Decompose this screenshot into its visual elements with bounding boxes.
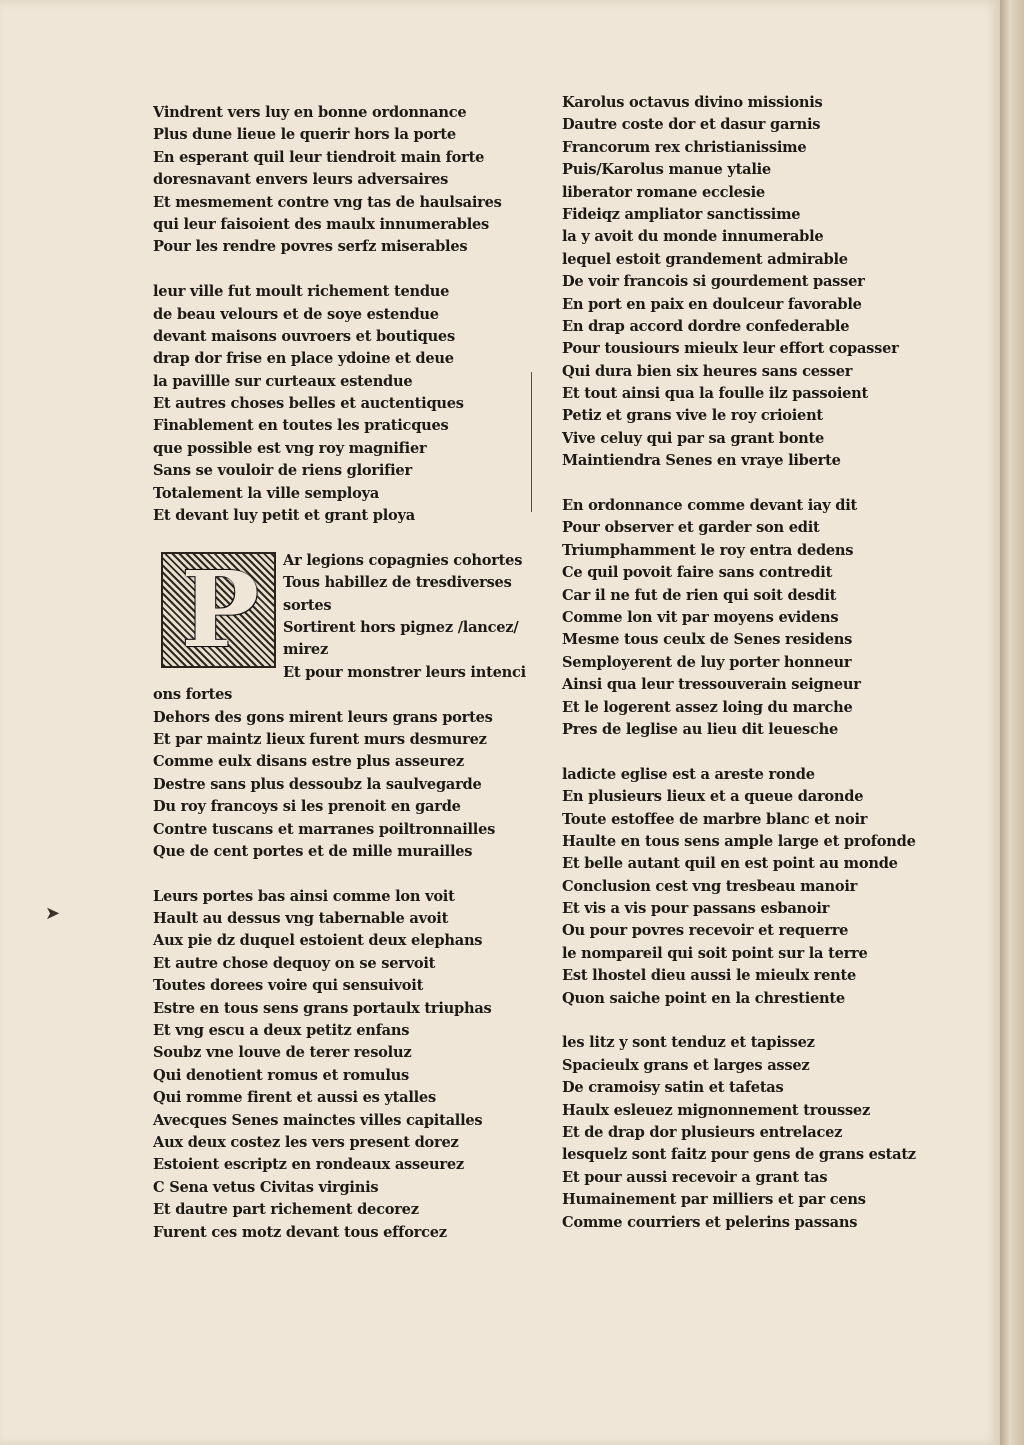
verse-line: Et par maintz lieux furent murs desmurez [153, 730, 487, 748]
verse-line: Sans se vouloir de riens glorifier [153, 462, 412, 480]
book-gutter [1000, 0, 1024, 1445]
verse-line: Et tout ainsi qua la foulle ilz passoient [562, 385, 869, 403]
verse-line: Karolus octavus divino missionis [562, 94, 823, 111]
verse-line: Pour observer et garder son edit [562, 519, 820, 537]
stanza [153, 281, 533, 527]
verse-line: Contre tuscans et marranes poiltronnailles [153, 820, 496, 838]
verse-line: Ou pour povres recevoir et requerre [562, 922, 849, 940]
verse-line: Pour tousiours mieulx leur effort copasser [562, 340, 899, 358]
verse-line: Et pour aussi recevoir a grant tas [562, 1168, 828, 1186]
verse-line: ladicte eglise est a areste ronde [562, 765, 815, 783]
verse-line: le nompareil qui soit point sur la terre [562, 944, 868, 962]
verse-line: doresnavant envers leurs adversaires [153, 171, 449, 189]
verse-line: Leurs portes bas ainsi comme lon voit [153, 887, 455, 905]
verse-line: Ainsi qua leur tressouverain seigneur [562, 676, 861, 694]
verse-line: Puis/Karolus manue ytalie [562, 161, 771, 179]
verse-line: Conclusion cest vng tresbeau manoir [562, 877, 858, 895]
verse-line: Estre en tous sens grans portaulx triuphas [153, 999, 492, 1017]
verse-line: Avecques Senes mainctes villes capitalles [153, 1111, 483, 1129]
verse-line: Comme courriers et pelerins passans [562, 1213, 858, 1231]
verse-line: que possible est vng roy magnifier [153, 439, 427, 457]
verse-line: Finablement en toutes les praticques [153, 417, 449, 435]
verse-line: Ar legions copagnies cohortes [283, 551, 523, 569]
verse-line: Du roy francoys si les prenoit en garde [153, 798, 461, 816]
verse-line: Pres de leglise au lieu dit leuesche [562, 720, 839, 738]
verse-line: Maintiendra Senes en vraye liberte [562, 452, 841, 470]
verse-line: Vindrent vers luy en bonne ordonnance [153, 104, 467, 121]
verse-line: C Sena vetus Civitas virginis [153, 1178, 379, 1196]
verse-line: Haulx esleuez mignonnement troussez [562, 1101, 871, 1119]
verse-line: Semployerent de luy porter honneur [562, 653, 852, 671]
verse-line: Aux pie dz duquel estoient deux elephans [153, 932, 483, 950]
verse-line: Dehors des gons mirent leurs grans portes [153, 708, 493, 726]
verse-line: Aux deux costez les vers present dorez [153, 1133, 459, 1151]
verse-line: liberator romane ecclesie [562, 183, 765, 201]
verse-line: Qui romme firent et aussi es ytalles [153, 1089, 436, 1107]
stanza [153, 684, 533, 863]
stanza [153, 102, 533, 259]
verse-line: Et dautre part richement decorez [153, 1201, 419, 1219]
verse-line: Haulte en tous sens ample large et profonde [562, 832, 916, 850]
verse-line: En port en paix en doulceur favorable [562, 295, 862, 313]
verse-line: Soubz vne louve de terer resoluz [153, 1044, 412, 1062]
left-text-column [153, 102, 533, 1244]
verse-line: Petiz et grans vive le roy crioient [562, 407, 823, 425]
verse-line: Et de drap dor plusieurs entrelacez [562, 1123, 843, 1141]
verse-line: lesquelz sont faitz pour gens de grans estatz [562, 1146, 916, 1164]
verse-line: Comme lon vit par moyens evidens [562, 608, 839, 626]
verse-line: Destre sans plus dessoubz la saulvegarde [153, 775, 482, 793]
column-rule [531, 372, 532, 512]
verse-line: devant maisons ouvroers et boutiques [153, 327, 455, 345]
stanza [562, 1032, 962, 1234]
verse-line: Francorum rex christianissime [562, 138, 807, 156]
verse-line: Et le logerent assez loing du marche [562, 698, 853, 716]
verse-line: Ce quil povoit faire sans contredit [562, 564, 833, 582]
verse-line: De cramoisy satin et tafetas [562, 1079, 784, 1097]
verse-line: Toute estoffee de marbre blanc et noir [562, 810, 868, 828]
verse-line: Spacieulx grans et larges assez [562, 1056, 810, 1074]
verse-line: Estoient escriptz en rondeaux asseurez [153, 1156, 464, 1174]
stanza [562, 92, 962, 473]
verse-line: Et pour monstrer leurs intenci [283, 663, 526, 681]
verse-line: Triumphamment le roy entra dedens [562, 541, 854, 559]
verse-line: Et vis a vis pour passans esbanoir [562, 900, 830, 918]
decorated-initial [161, 547, 276, 671]
stanza [153, 886, 533, 1244]
verse-line: Car il ne fut de rien qui soit desdit [562, 586, 837, 604]
verse-line: Quon saiche point en la chrestiente [562, 989, 845, 1007]
stanza-with-initial [153, 547, 533, 684]
verse-line: Et vng escu a deux petitz enfans [153, 1022, 410, 1040]
verse-line: Vive celuy qui par sa grant bonte [562, 429, 825, 447]
verse-line: la y avoit du monde innumerable [562, 228, 824, 246]
verse-line: En plusieurs lieux et a queue daronde [562, 788, 864, 806]
verse-line: Est lhostel dieu aussi le mieulx rente [562, 967, 856, 985]
verse-line: Qui dura bien six heures sans cesser [562, 362, 853, 380]
verse-line: Et autres choses belles et auctentiques [153, 395, 464, 413]
verse-line: drap dor frise en place ydoine et deue [153, 350, 454, 368]
initial-letter: P [181, 547, 259, 671]
verse-line: Mesme tous ceulx de Senes residens [562, 631, 853, 649]
verse-line: lequel estoit grandement admirable [562, 250, 848, 268]
verse-line: leur ville fut moult richement tendue [153, 283, 450, 301]
verse-line: Pour les rendre povres serfz miserables [153, 238, 468, 256]
verse-line: qui leur faisoient des maulx innumerables [153, 215, 490, 233]
verse-line: mirez [283, 641, 328, 659]
verse-line: Et autre chose dequoy on se servoit [153, 954, 436, 972]
verse-line: Dautre coste dor et dasur garnis [562, 116, 821, 134]
verse-line: En drap accord dordre confederable [562, 317, 850, 335]
verse-line: de beau velours et de soye estendue [153, 305, 439, 323]
verse-line: Hault au dessus vng tabernable avoit [153, 910, 449, 928]
verse-line: Et mesmement contre vng tas de haulsaires [153, 193, 502, 211]
verse-line: Sortirent hors pignez /lancez/ [283, 618, 519, 636]
right-text-column [562, 92, 962, 1234]
verse-line: ons fortes [153, 686, 233, 704]
verse-line: Totalement la ville semploya [153, 484, 380, 502]
stanza [562, 495, 962, 741]
verse-line: Qui denotient romus et romulus [153, 1066, 410, 1084]
verse-line: Et devant luy petit et grant ploya [153, 507, 415, 525]
verse-line: les litz y sont tenduz et tapissez [562, 1034, 815, 1052]
verse-line: Humainement par milliers et par cens [562, 1191, 866, 1209]
stanza [562, 764, 962, 1010]
verse-line: Plus dune lieue le querir hors la porte [153, 126, 456, 144]
margin-mark-icon: ➤ [45, 903, 61, 924]
verse-line: Fideiqz ampliator sanctissime [562, 205, 801, 223]
verse-line: De voir francois si gourdement passer [562, 273, 865, 291]
verse-line: Que de cent portes et de mille murailles [153, 842, 473, 860]
verse-line: En esperant quil leur tiendroit main forte [153, 148, 485, 166]
verse-line: Furent ces motz devant tous efforcez [153, 1223, 447, 1241]
verse-line: Toutes dorees voire qui sensuivoit [153, 977, 424, 995]
verse-line: la pavillle sur curteaux estendue [153, 372, 413, 390]
verse-line: En ordonnance comme devant iay dit [562, 497, 857, 515]
verse-line: Tous habillez de tresdiverses [283, 574, 512, 592]
verse-line: Et belle autant quil en est point au monde [562, 855, 898, 873]
verse-line: sortes [283, 596, 332, 614]
verse-line: Comme eulx disans estre plus asseurez [153, 753, 464, 771]
